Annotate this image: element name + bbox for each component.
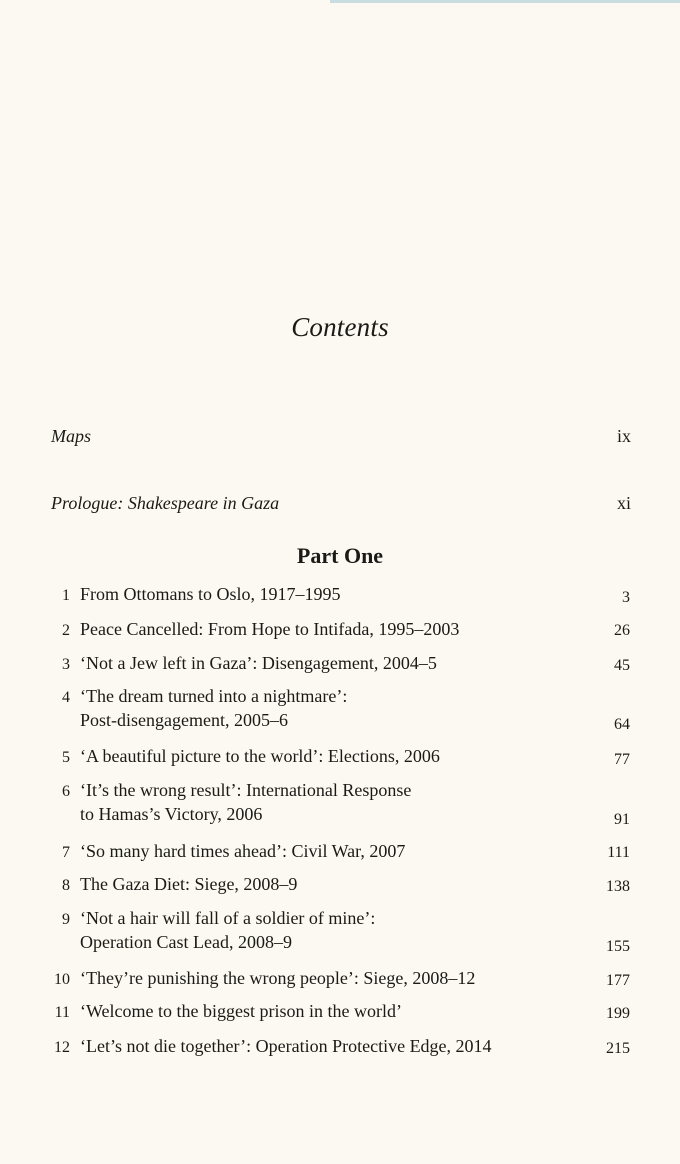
page-title: Contents	[291, 312, 389, 342]
toc-entry-label: Maps	[51, 426, 91, 446]
toc-entry-page: ix	[616, 426, 631, 446]
chapter-title-line: ‘The dream turned into a nightmare’:	[80, 686, 348, 706]
chapter-title	[80, 617, 580, 641]
chapter-number: 10	[54, 971, 70, 988]
chapter-page: 138	[606, 878, 630, 895]
chapter-title	[80, 839, 580, 863]
chapter-number: 6	[62, 783, 70, 800]
chapter-number: 3	[62, 656, 70, 673]
chapter-page: 111	[607, 844, 630, 861]
chapter-title-line: ‘Not a hair will fall of a soldier of mine’:	[80, 908, 376, 928]
chapter-page: 199	[606, 1005, 630, 1022]
chapter-number: 4	[62, 689, 70, 706]
chapter-title	[80, 778, 580, 826]
chapter-page: 45	[614, 657, 630, 674]
part-heading: Part One	[296, 543, 384, 568]
chapter-page: 91	[614, 811, 630, 828]
chapter-title-line: Post-disengagement, 2005–6	[80, 710, 288, 730]
chapter-page: 26	[614, 622, 630, 639]
chapter-number: 8	[62, 877, 70, 894]
chapter-title	[80, 582, 580, 606]
chapter-page: 177	[606, 972, 630, 989]
chapter-number: 7	[62, 844, 70, 861]
chapter-title-line: The Gaza Diet: Siege, 2008–9	[80, 874, 298, 894]
chapter-title	[80, 872, 580, 896]
chapter-number: 1	[62, 587, 70, 604]
chapter-title-line: ‘Not a Jew left in Gaza’: Disengagement, 2004–5	[80, 653, 437, 673]
chapter-number: 2	[62, 622, 70, 639]
chapter-title	[80, 744, 580, 768]
chapter-title-line: ‘So many hard times ahead’: Civil War, 2007	[80, 841, 406, 861]
chapter-title	[80, 684, 580, 732]
chapter-page: 155	[606, 938, 630, 955]
chapter-title-line: Peace Cancelled: From Hope to Intifada, 1995–2003	[80, 619, 460, 639]
chapter-title	[80, 999, 580, 1023]
chapter-title-line: ‘Welcome to the biggest prison in the world’	[80, 1001, 402, 1021]
chapter-title-line: From Ottomans to Oslo, 1917–1995	[80, 584, 341, 604]
chapter-page: 215	[606, 1040, 630, 1057]
chapter-title-line: to Hamas’s Victory, 2006	[80, 804, 263, 824]
chapter-title	[80, 651, 580, 675]
chapter-number: 9	[62, 911, 70, 928]
chapter-number: 5	[62, 749, 70, 766]
chapter-page: 77	[614, 751, 630, 768]
chapter-title-line: Operation Cast Lead, 2008–9	[80, 932, 292, 952]
chapter-title-line: ‘They’re punishing the wrong people’: Siege, 2008–12	[80, 968, 476, 988]
page-edge	[330, 0, 680, 3]
chapter-title	[80, 1034, 580, 1058]
chapter-title	[80, 906, 580, 954]
chapter-number: 12	[54, 1039, 70, 1056]
chapter-title-line: ‘It’s the wrong result’: International Response	[80, 780, 412, 800]
toc-entry-label: Prologue: Shakespeare in Gaza	[51, 493, 280, 513]
chapter-title-line: ‘A beautiful picture to the world’: Elections, 2006	[80, 746, 440, 766]
chapter-title-line: ‘Let’s not die together’: Operation Protective Edge, 2014	[80, 1036, 492, 1056]
chapter-page: 64	[614, 716, 630, 733]
chapter-title	[80, 966, 580, 990]
chapter-page: 3	[622, 589, 630, 606]
toc-entry-page: xi	[616, 493, 631, 513]
chapter-number: 11	[54, 1004, 70, 1021]
